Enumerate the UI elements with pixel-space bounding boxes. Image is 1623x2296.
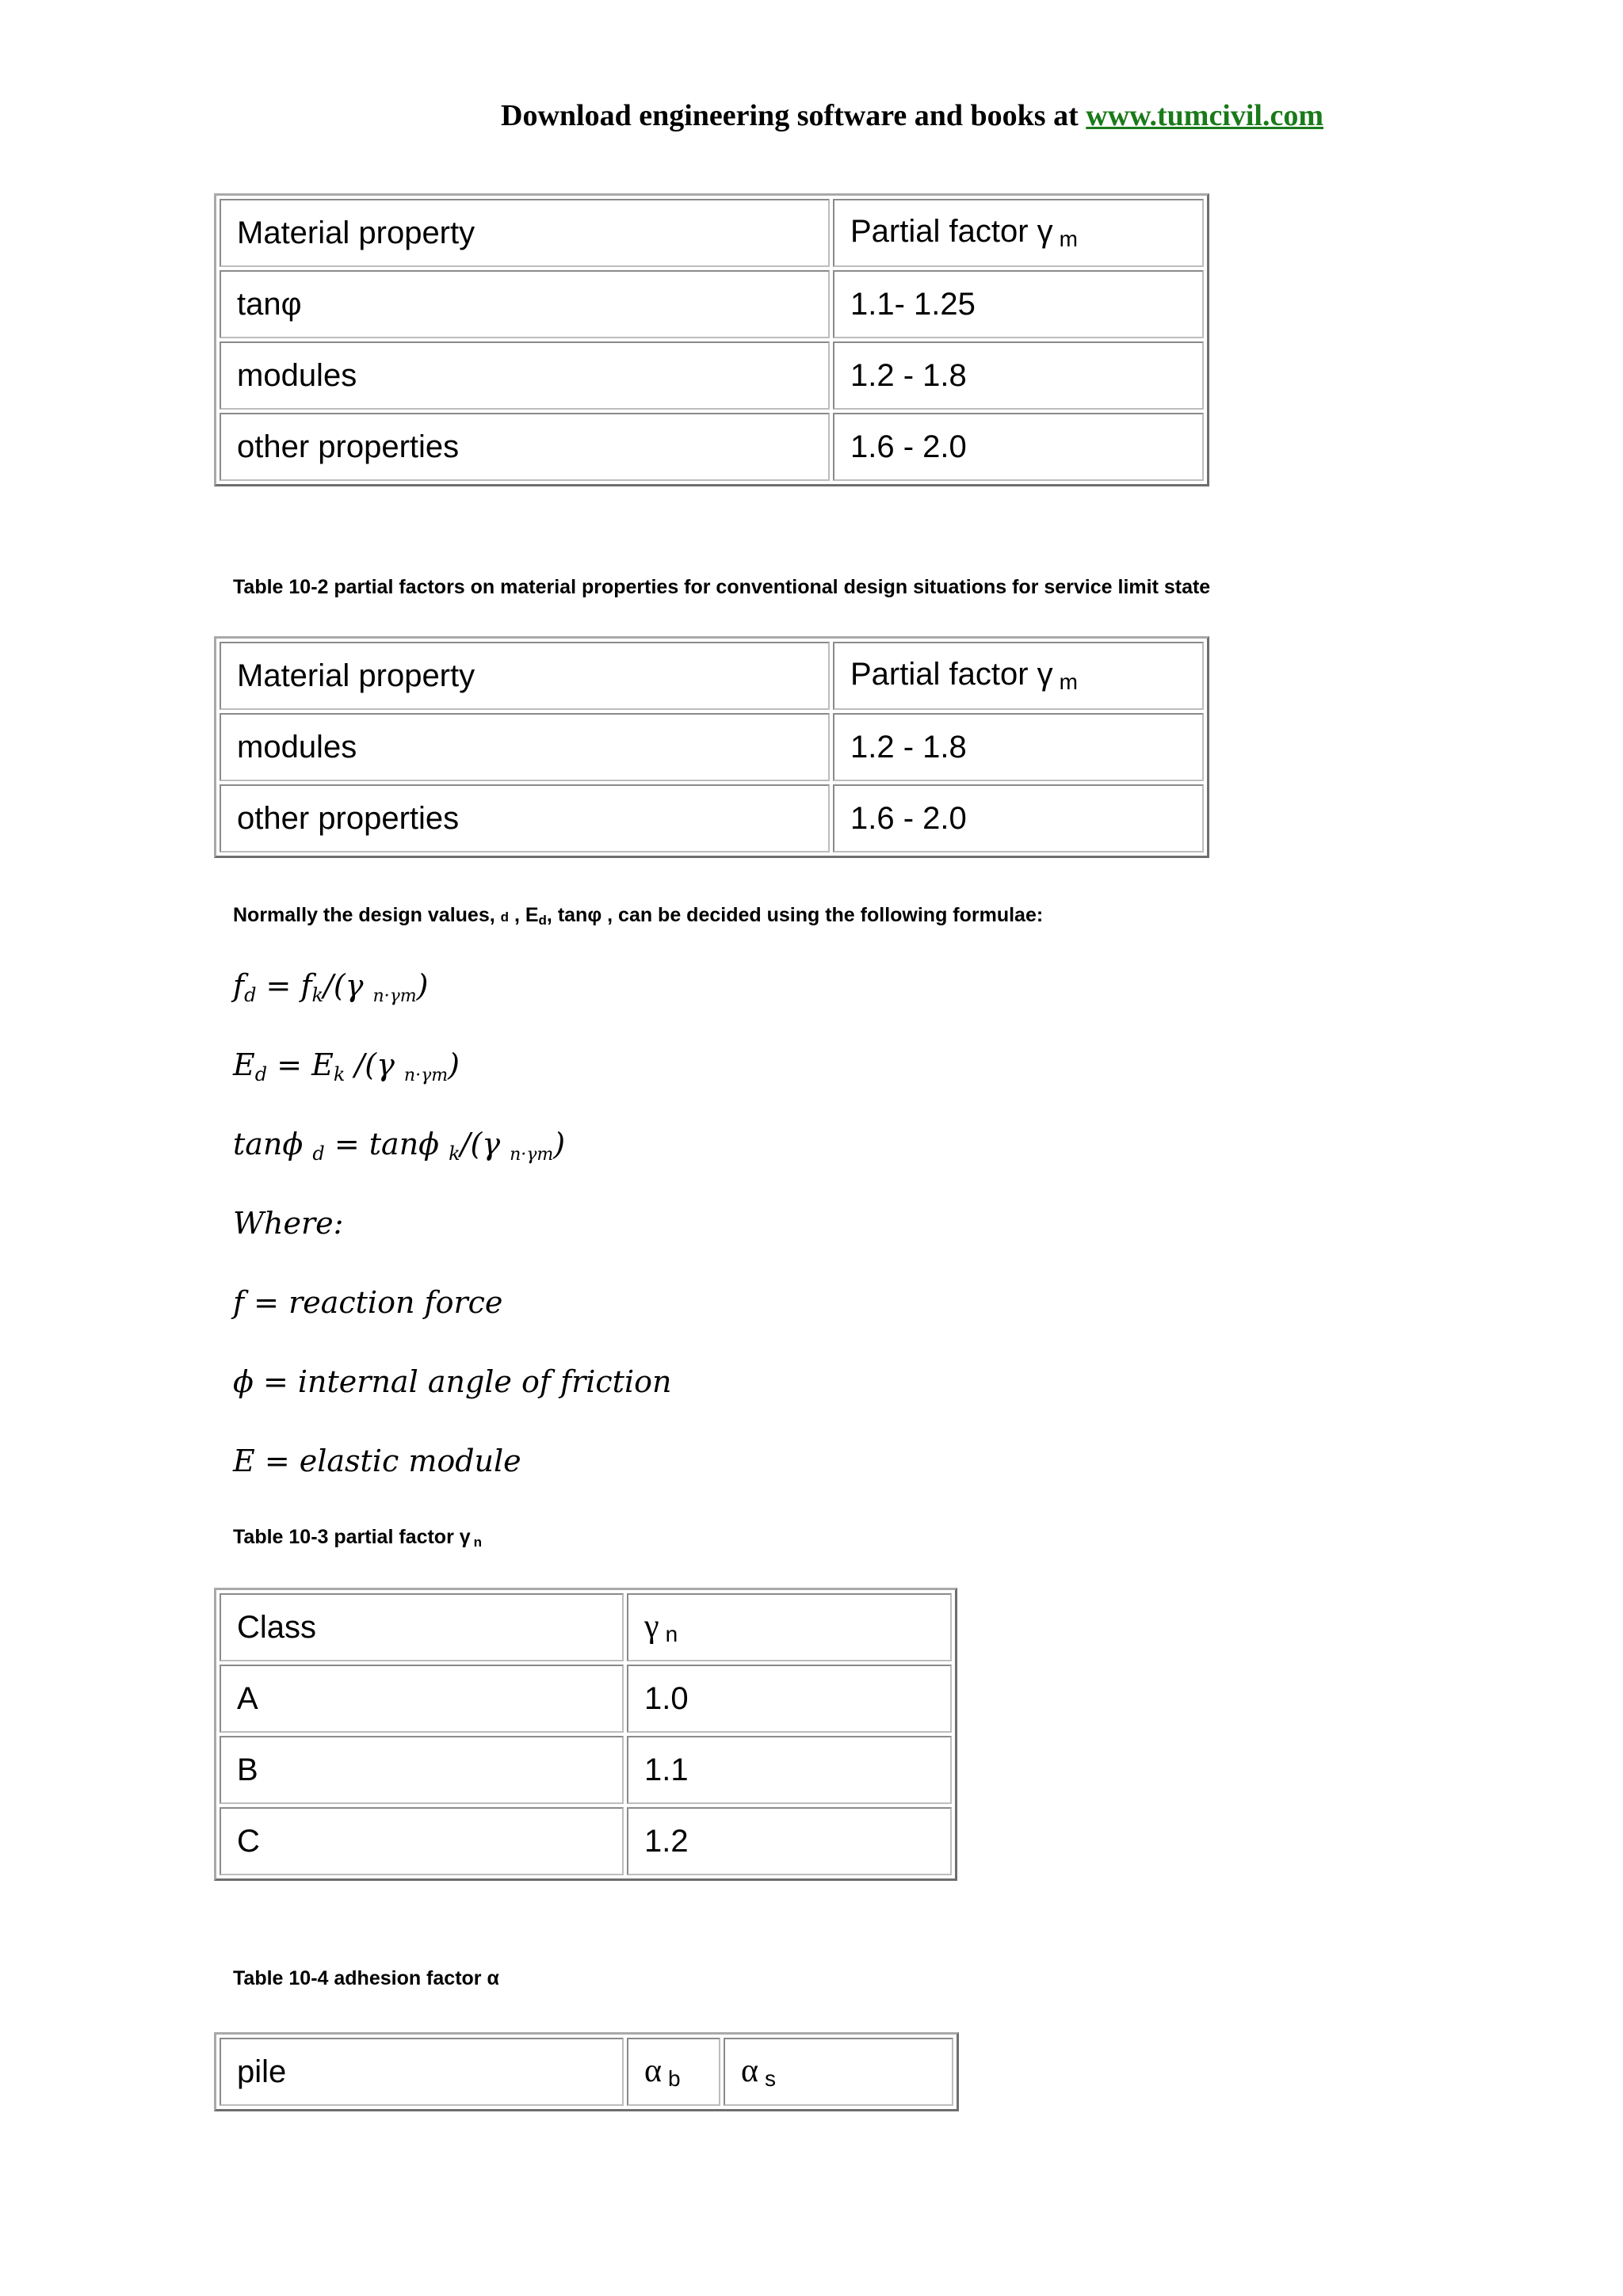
header-alpha-b: α $_b$ (627, 2038, 720, 2106)
definition-friction-angle: ϕ = internal angle of friction (233, 1364, 672, 1399)
table-cell: 1.6 - 2.0 (833, 413, 1204, 481)
formula-ed: Ed = Ek /(γ n·γm) (233, 1047, 460, 1085)
table-cell: other properties (220, 413, 830, 481)
table-cell: 1.6 - 2.0 (833, 784, 1204, 852)
header-pile: pile (220, 2038, 624, 2106)
table-cell: modules (220, 713, 830, 781)
table-row (220, 713, 1204, 781)
where-label: Where: (233, 1206, 344, 1241)
table-cell: 1.2 (627, 1807, 952, 1875)
table-10-2-caption: Table 10-2 partial factors on material properties for conventional design situations for service limit state (233, 576, 1211, 598)
header-material-property: Material property (220, 642, 830, 710)
table-cell: tanφ (220, 270, 830, 338)
table-row (220, 413, 1204, 481)
tumcivil-link[interactable]: www.tumcivil.com (1086, 99, 1323, 132)
table-cell: A (220, 1665, 624, 1733)
table-10-4-caption: Table 10-4 adhesion factor α (233, 1967, 499, 1989)
table-10-3-caption: Table 10-3 partial factor γ n (233, 1526, 483, 1550)
partial-factor-class-table (214, 1588, 957, 1881)
table-cell: other properties (220, 784, 830, 852)
header-partial-factor: Partial factor γ $_m$ (833, 642, 1204, 710)
header-class: Class (220, 1593, 624, 1661)
table-header-row (220, 2038, 953, 2106)
table-cell: 1.2 - 1.8 (833, 341, 1204, 410)
header-alpha-s: α $_s$ (724, 2038, 953, 2106)
table-cell: 1.1 (627, 1736, 952, 1804)
adhesion-factor-table (214, 2032, 959, 2111)
banner-text: Download engineering software and books at (501, 99, 1086, 132)
table-row (220, 1665, 952, 1733)
header-gamma-n: γ $_n$ (627, 1593, 952, 1661)
table-row (220, 270, 1204, 338)
table-row (220, 784, 1204, 852)
header-material-property: Material property (220, 199, 830, 267)
definition-elastic-module: E = elastic module (233, 1444, 521, 1478)
formula-fd: fd = fk/(γ n·γm) (233, 968, 429, 1006)
table-header-row (220, 642, 1204, 710)
table-header-row (220, 1593, 952, 1661)
material-property-table-2 (214, 636, 1209, 858)
table-row (220, 341, 1204, 410)
table-row (220, 1807, 952, 1875)
table-cell: modules (220, 341, 830, 410)
definition-reaction-force: f = reaction force (233, 1285, 503, 1320)
table-cell: C (220, 1807, 624, 1875)
formula-intro: Normally the design values, d , Ed, tanφ , can be decided using the following formulae: (233, 904, 1044, 928)
formula-tanphi: tanϕ d = tanϕ k/(γ n·γm) (233, 1127, 566, 1165)
table-cell: B (220, 1736, 624, 1804)
table-cell: 1.1- 1.25 (833, 270, 1204, 338)
download-banner (501, 98, 1323, 133)
table-cell: 1.0 (627, 1665, 952, 1733)
material-property-table-1 (214, 193, 1209, 486)
table-header-row (220, 199, 1204, 267)
table-row (220, 1736, 952, 1804)
table-cell: 1.2 - 1.8 (833, 713, 1204, 781)
header-partial-factor: Partial factor γ $_m$ (833, 199, 1204, 267)
